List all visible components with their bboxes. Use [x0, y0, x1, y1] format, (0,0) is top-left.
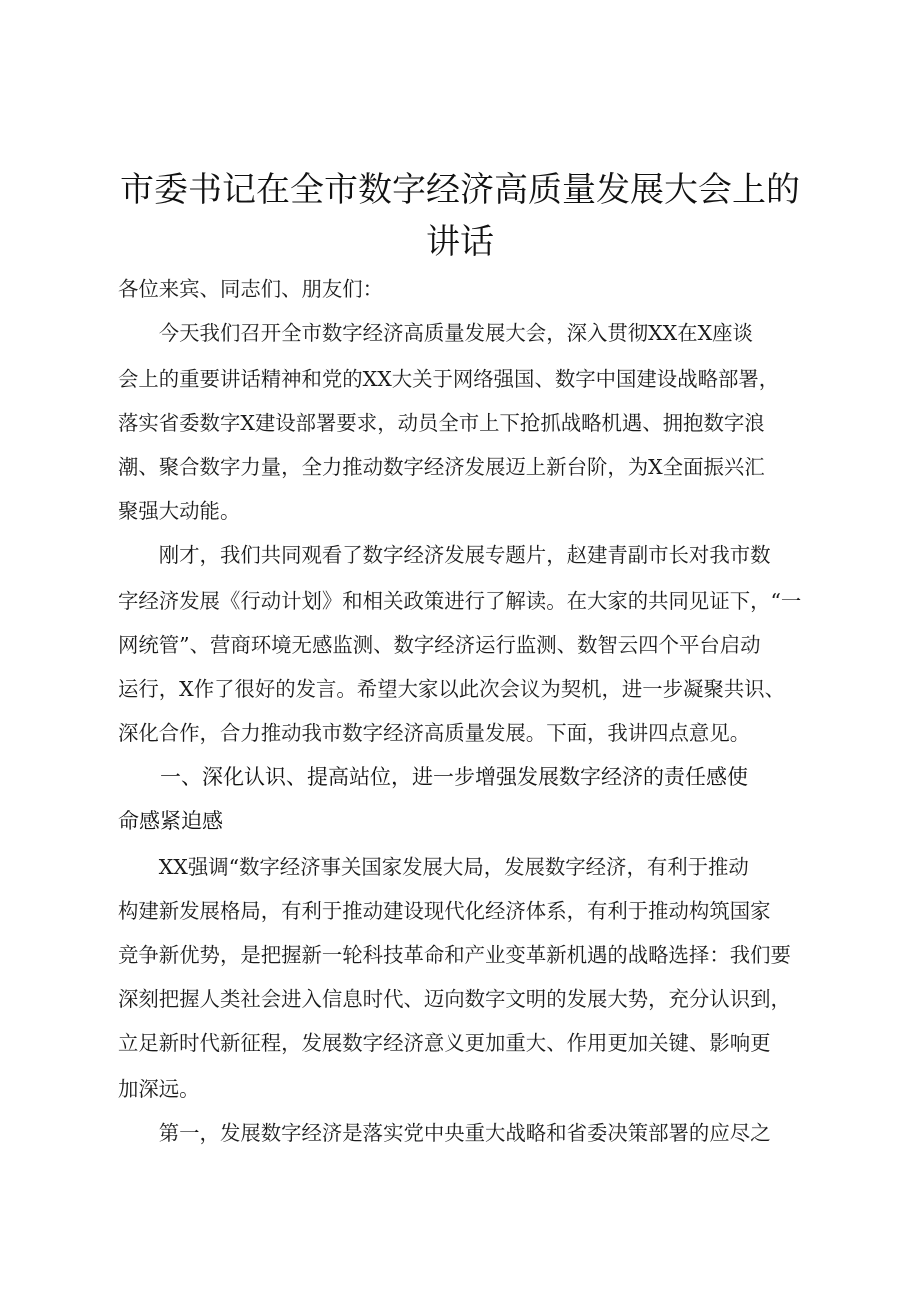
paragraph-line: 网统管”、营商环境无感监测、数字经济运行监测、数智云四个平台启动 — [118, 633, 761, 657]
paragraph-line: 深化合作，合力推动我市数字经济高质量发展。下面，我讲四点意见。 — [118, 721, 751, 745]
paragraph-line: XX强调“数字经济事关国家发展大局，发展数字经济，有利于推动 — [118, 855, 749, 879]
document-title-line-2: 讲话 — [426, 222, 494, 262]
document-title-line-1: 市委书记在全市数字经济高质量发展大会上的 — [120, 170, 800, 210]
section-heading-line: 命感紧迫感 — [118, 809, 223, 833]
paragraph-line: 字经济发展《行动计划》和相关政策进行了解读。在大家的共同见证下，“一 — [118, 589, 802, 613]
paragraph-line: 聚强大动能。 — [118, 499, 241, 523]
paragraph-line: 深刻把握人类社会进入信息时代、迈向数字文明的发展大势，充分认识到， — [118, 987, 791, 1011]
paragraph-line: 立足新时代新征程，发展数字经济意义更加重大、作用更加关键、影响更 — [118, 1031, 771, 1055]
paragraph-line: 第一，发展数字经济是落实党中央重大战略和省委决策部署的应尽之 — [118, 1121, 771, 1145]
section-heading-line: 一、深化认识、提高站位，进一步增强发展数字经济的责任感使 — [118, 765, 748, 789]
salutation: 各位来宾、同志们、朋友们： — [118, 277, 384, 301]
paragraph-line: 今天我们召开全市数字经济高质量发展大会，深入贯彻XX在X座谈 — [118, 321, 753, 345]
paragraph-line: 加深远。 — [118, 1077, 200, 1101]
paragraph-line: 会上的重要讲话精神和党的XX大关于网络强国、数字中国建设战略部署， — [118, 367, 780, 391]
paragraph-line: 刚才，我们共同观看了数字经济发展专题片，赵建青副市长对我市数 — [118, 543, 771, 567]
paragraph-line: 竞争新优势，是把握新一轮科技革命和产业变革新机遇的战略选择：我们要 — [118, 943, 791, 967]
paragraph-line: 运行，X作了很好的发言。希望大家以此次会议为契机，进一步凝聚共识、 — [118, 677, 786, 701]
paragraph-line: 构建新发展格局，有利于推动建设现代化经济体系，有利于推动构筑国家 — [118, 899, 771, 923]
paragraph-line: 落实省委数字X建设部署要求，动员全市上下抢抓战略机遇、拥抱数字浪 — [118, 411, 765, 435]
paragraph-line: 潮、聚合数字力量，全力推动数字经济发展迈上新台阶，为X全面振兴汇 — [118, 455, 765, 479]
